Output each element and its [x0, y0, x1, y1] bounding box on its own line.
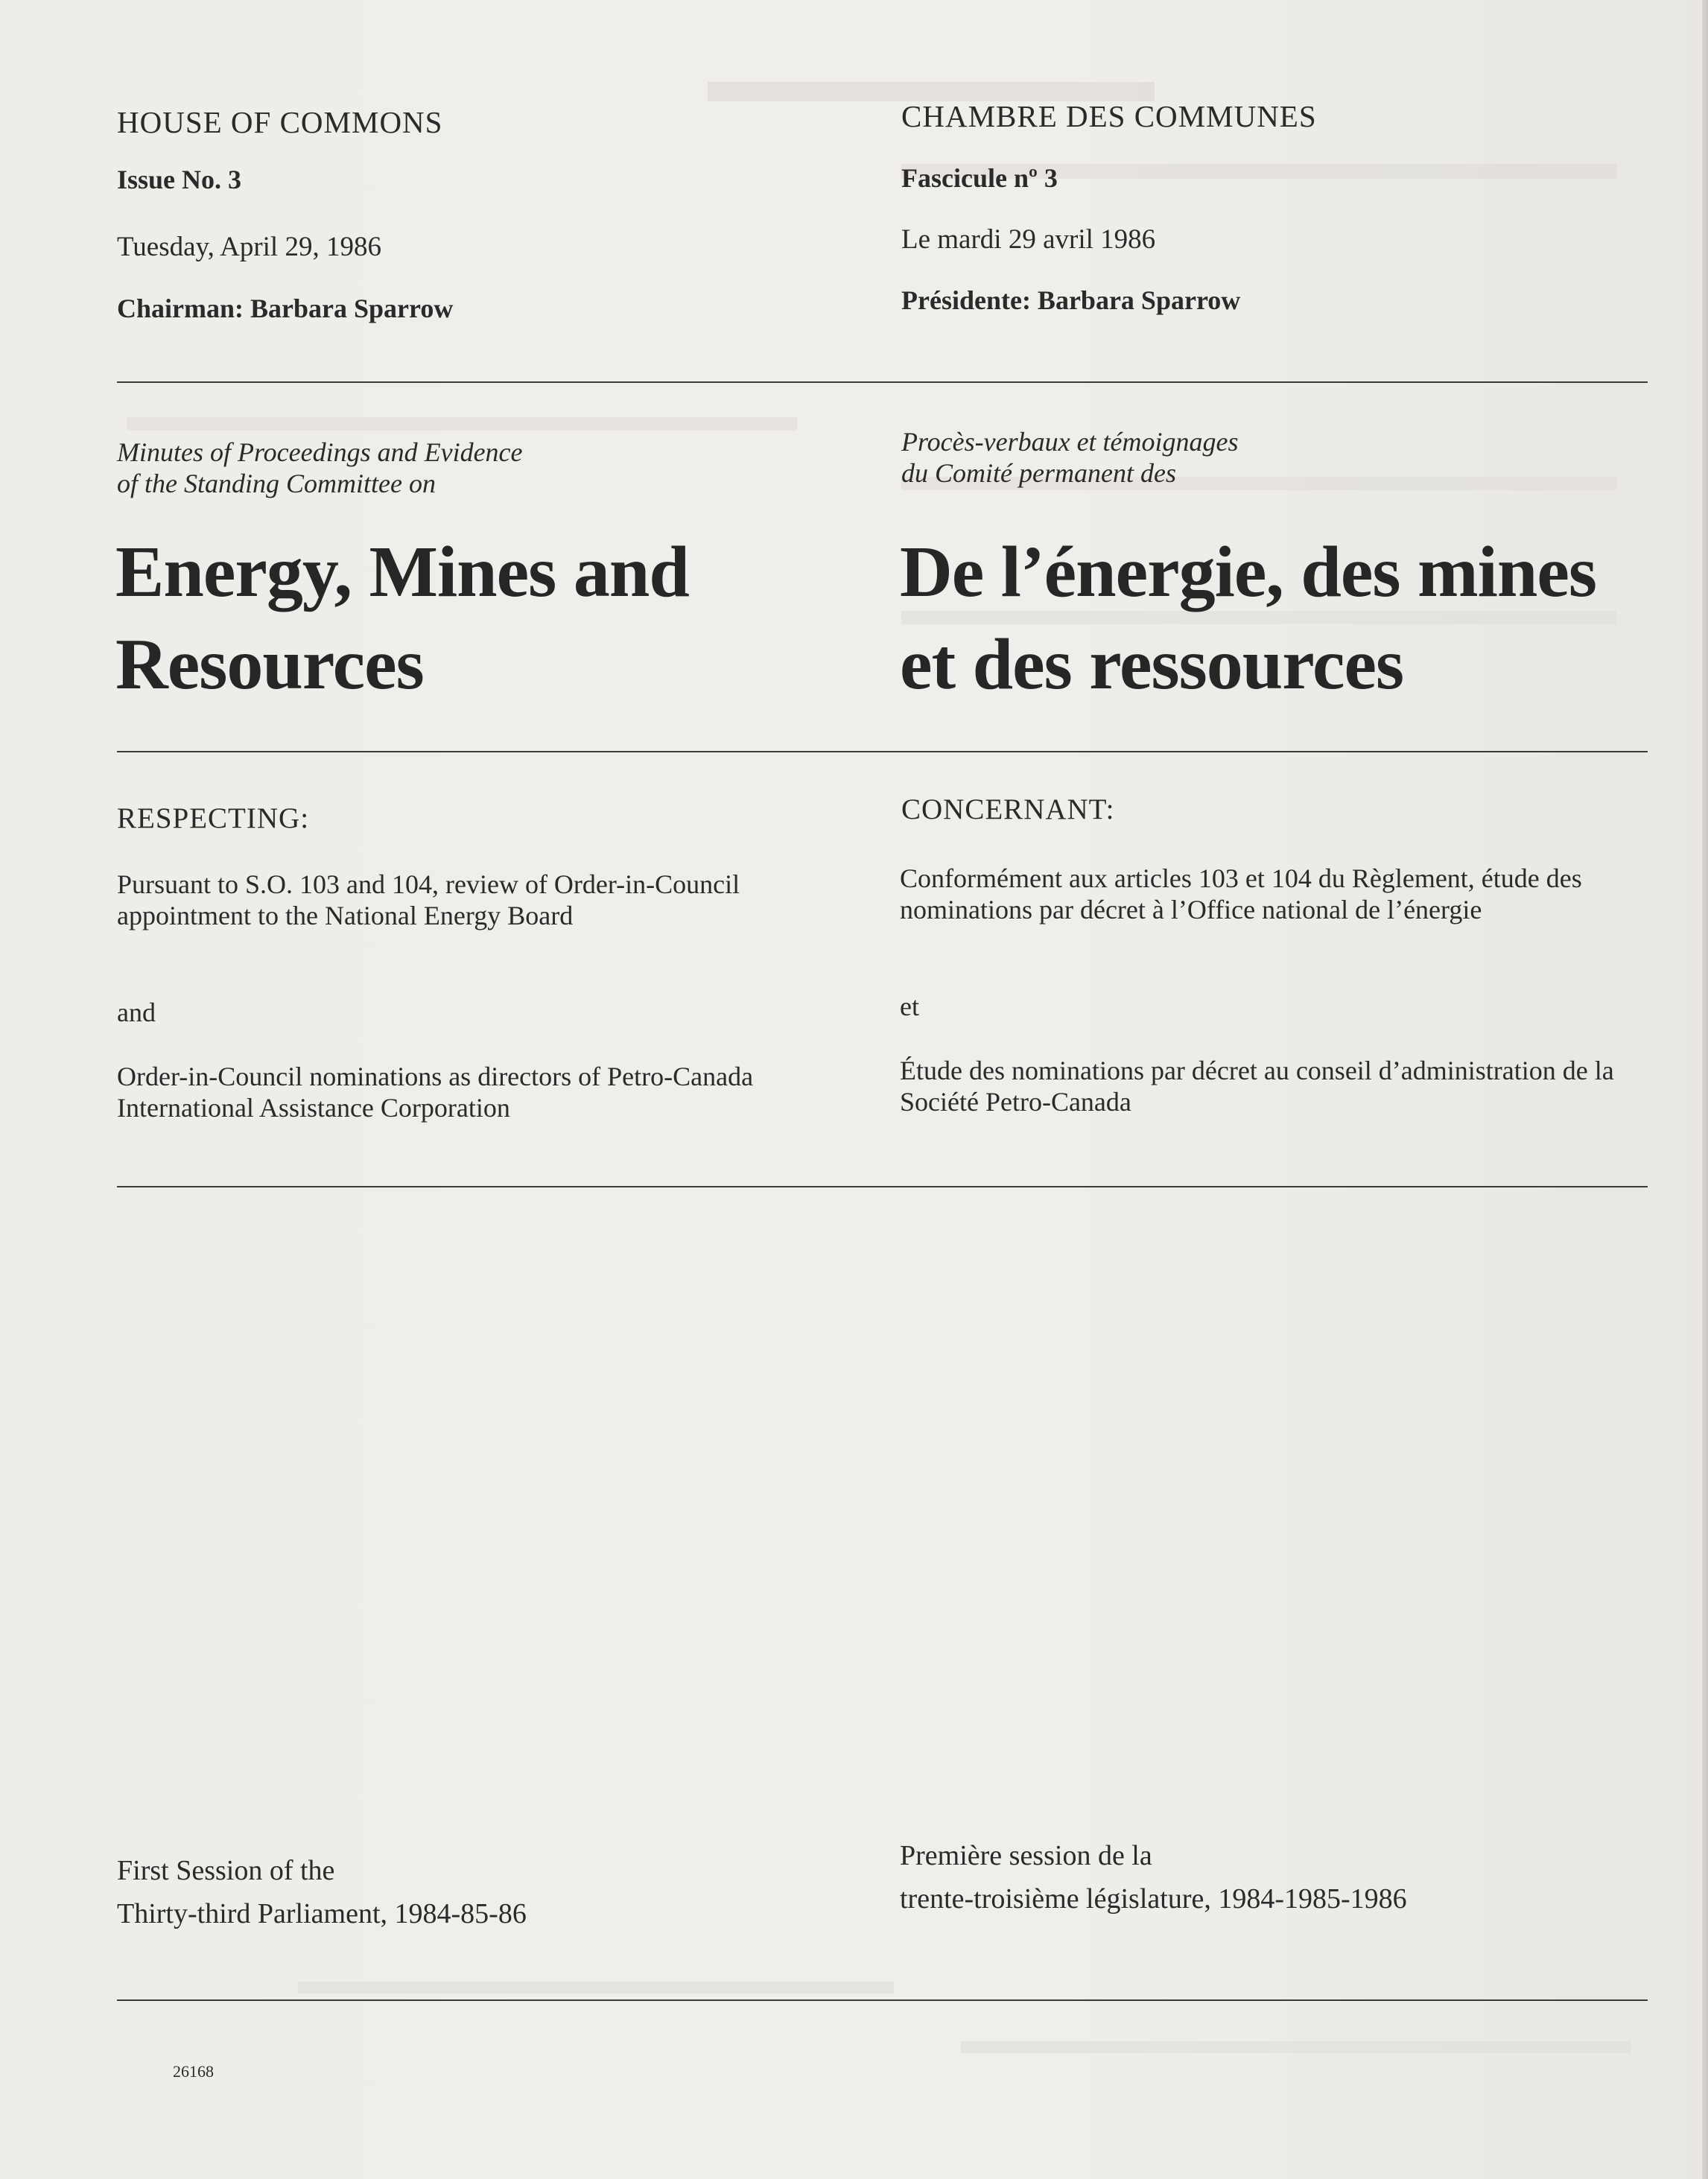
- french-et: et: [900, 992, 919, 1021]
- english-subject-item2: Order-in-Council nominations as directors of Petro-Canada International Assistance Corporation: [117, 1062, 754, 1123]
- french-title-line2: et des ressources: [900, 624, 1404, 705]
- english-title-line2: Resources: [115, 624, 424, 705]
- english-minutes-line2: of the Standing Committee on: [117, 469, 436, 498]
- french-title-line1: De l’énergie, des mines: [900, 532, 1596, 612]
- subject-divider: [117, 1186, 1648, 1187]
- document-code: 26168: [173, 2062, 214, 2081]
- english-and: and: [117, 997, 156, 1027]
- bleed-through-shadow: [298, 1982, 894, 1994]
- house-of-commons-heading: HOUSE OF COMMONS: [117, 105, 443, 139]
- bleed-through-shadow: [961, 2041, 1631, 2053]
- english-minutes-caption: [117, 437, 825, 499]
- header-divider: [117, 381, 1648, 383]
- issue-number: Issue No. 3: [117, 165, 242, 194]
- fascicule-number: Fascicule nº 3: [901, 163, 1058, 193]
- french-presidente: Présidente: Barbara Sparrow: [901, 285, 1241, 315]
- french-subject-item2: Étude des nominations par décret au conseil d’administration de la Société Petro-Canada: [900, 1056, 1614, 1117]
- french-session: [900, 1834, 1645, 1920]
- english-session-line2: Thirty-third Parliament, 1984-85-86: [117, 1898, 527, 1929]
- french-date: Le mardi 29 avril 1986: [901, 224, 1156, 255]
- english-committee-title: [115, 526, 890, 711]
- english-minutes-line1: Minutes of Proceedings and Evidence: [117, 437, 523, 467]
- title-divider: [117, 751, 1648, 752]
- bleed-through-shadow: [127, 417, 797, 431]
- french-session-line1: Première session de la: [900, 1840, 1152, 1871]
- french-committee-title: [900, 526, 1689, 711]
- french-minutes-caption: [901, 426, 1609, 489]
- concernant-heading: CONCERNANT:: [901, 793, 1115, 825]
- french-session-line2: trente-troisième législature, 1984-1985-1986: [900, 1883, 1407, 1915]
- english-session-line1: First Session of the: [117, 1855, 335, 1886]
- chambre-des-communes-heading: CHAMBRE DES COMMUNES: [901, 99, 1317, 133]
- french-minutes-line2: du Comité permanent des: [901, 458, 1176, 488]
- french-subject-item1: Conformément aux articles 103 et 104 du Règlement, étude des nominations par décret à l’Office national de l’énergie: [900, 863, 1582, 924]
- french-minutes-line1: Procès-verbaux et témoignages: [901, 427, 1239, 457]
- respecting-heading: RESPECTING:: [117, 802, 310, 834]
- footer-divider: [117, 1999, 1648, 2001]
- english-title-line1: Energy, Mines and: [115, 532, 689, 612]
- page-spine-edge: [1702, 0, 1708, 2179]
- english-chairman: Chairman: Barbara Sparrow: [117, 294, 454, 323]
- english-subject-item1: Pursuant to S.O. 103 and 104, review of Order-in-Council appointment to the National Energy Board: [117, 869, 740, 930]
- english-date: Tuesday, April 29, 1986: [117, 232, 381, 262]
- english-session: [117, 1849, 862, 1935]
